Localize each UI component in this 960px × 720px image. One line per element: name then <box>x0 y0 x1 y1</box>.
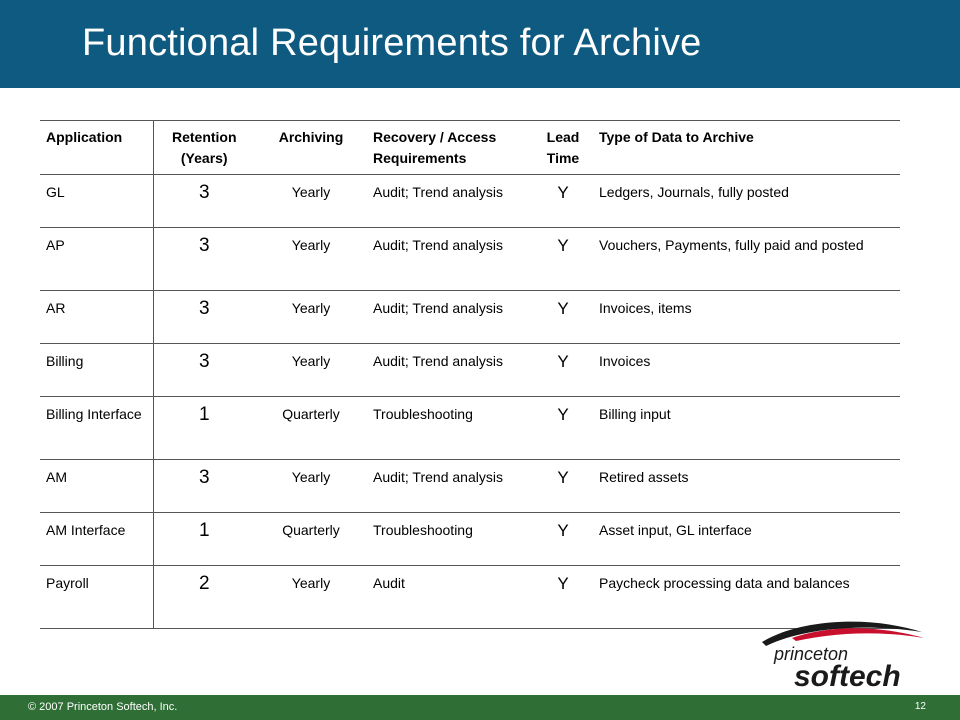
cell-archiving: Yearly <box>255 566 367 629</box>
cell-data-type: Ledgers, Journals, fully posted <box>593 175 900 228</box>
cell-archiving: Quarterly <box>255 513 367 566</box>
cell-recovery: Troubleshooting <box>367 513 533 566</box>
cell-application: AR <box>40 291 153 344</box>
cell-recovery: Audit; Trend analysis <box>367 344 533 397</box>
cell-application: Payroll <box>40 566 153 629</box>
cell-data-type: Retired assets <box>593 460 900 513</box>
cell-lead-time: Y <box>533 228 593 291</box>
princeton-softech-logo <box>752 612 932 692</box>
table-row <box>40 460 900 513</box>
cell-data-type: Invoices, items <box>593 291 900 344</box>
cell-retention: 3 <box>153 460 255 513</box>
logo-text-softech: softech <box>794 660 901 692</box>
cell-data-type: Asset input, GL interface <box>593 513 900 566</box>
cell-archiving: Yearly <box>255 228 367 291</box>
cell-archiving: Yearly <box>255 291 367 344</box>
table-row <box>40 397 900 460</box>
table-row <box>40 175 900 228</box>
footer-bar <box>0 695 960 720</box>
cell-archiving: Quarterly <box>255 397 367 460</box>
cell-application: Billing <box>40 344 153 397</box>
cell-retention: 3 <box>153 228 255 291</box>
cell-lead-time: Y <box>533 397 593 460</box>
cell-lead-time: Y <box>533 513 593 566</box>
header-application: Application <box>40 121 153 175</box>
cell-retention: 1 <box>153 513 255 566</box>
cell-data-type: Invoices <box>593 344 900 397</box>
cell-retention: 3 <box>153 344 255 397</box>
cell-lead-time: Y <box>533 460 593 513</box>
header-data-type: Type of Data to Archive <box>593 121 900 175</box>
cell-application: AM <box>40 460 153 513</box>
title-bar <box>0 0 960 88</box>
cell-application: AP <box>40 228 153 291</box>
cell-lead-time: Y <box>533 344 593 397</box>
slide-title: Functional Requirements for Archive <box>82 22 702 64</box>
table-row <box>40 513 900 566</box>
logo-text-princeton: princeton <box>774 644 849 664</box>
requirements-table <box>40 120 900 629</box>
cell-archiving: Yearly <box>255 460 367 513</box>
cell-archiving: Yearly <box>255 175 367 228</box>
header-lead-time: Lead Time <box>533 121 593 175</box>
table-row <box>40 228 900 291</box>
cell-recovery: Audit; Trend analysis <box>367 291 533 344</box>
header-recovery: Recovery / Access Requirements <box>367 121 533 175</box>
cell-application: Billing Interface <box>40 397 153 460</box>
cell-recovery: Audit; Trend analysis <box>367 175 533 228</box>
cell-lead-time: Y <box>533 291 593 344</box>
cell-data-type: Billing input <box>593 397 900 460</box>
cell-recovery: Audit <box>367 566 533 629</box>
cell-data-type: Paycheck processing data and balances <box>593 566 900 629</box>
cell-application: GL <box>40 175 153 228</box>
cell-application: AM Interface <box>40 513 153 566</box>
header-retention: Retention (Years) <box>153 121 255 175</box>
cell-retention: 2 <box>153 566 255 629</box>
table-row <box>40 291 900 344</box>
cell-archiving: Yearly <box>255 344 367 397</box>
footer-copyright: © 2007 Princeton Softech, Inc. <box>28 701 178 713</box>
header-archiving: Archiving <box>255 121 367 175</box>
cell-retention: 3 <box>153 175 255 228</box>
cell-data-type: Vouchers, Payments, fully paid and posted <box>593 228 900 291</box>
table-row <box>40 344 900 397</box>
table-header-row <box>40 121 900 175</box>
cell-retention: 3 <box>153 291 255 344</box>
page-number: 12 <box>914 701 926 712</box>
cell-recovery: Troubleshooting <box>367 397 533 460</box>
cell-recovery: Audit; Trend analysis <box>367 228 533 291</box>
cell-recovery: Audit; Trend analysis <box>367 460 533 513</box>
cell-retention: 1 <box>153 397 255 460</box>
cell-lead-time: Y <box>533 175 593 228</box>
cell-lead-time: Y <box>533 566 593 629</box>
